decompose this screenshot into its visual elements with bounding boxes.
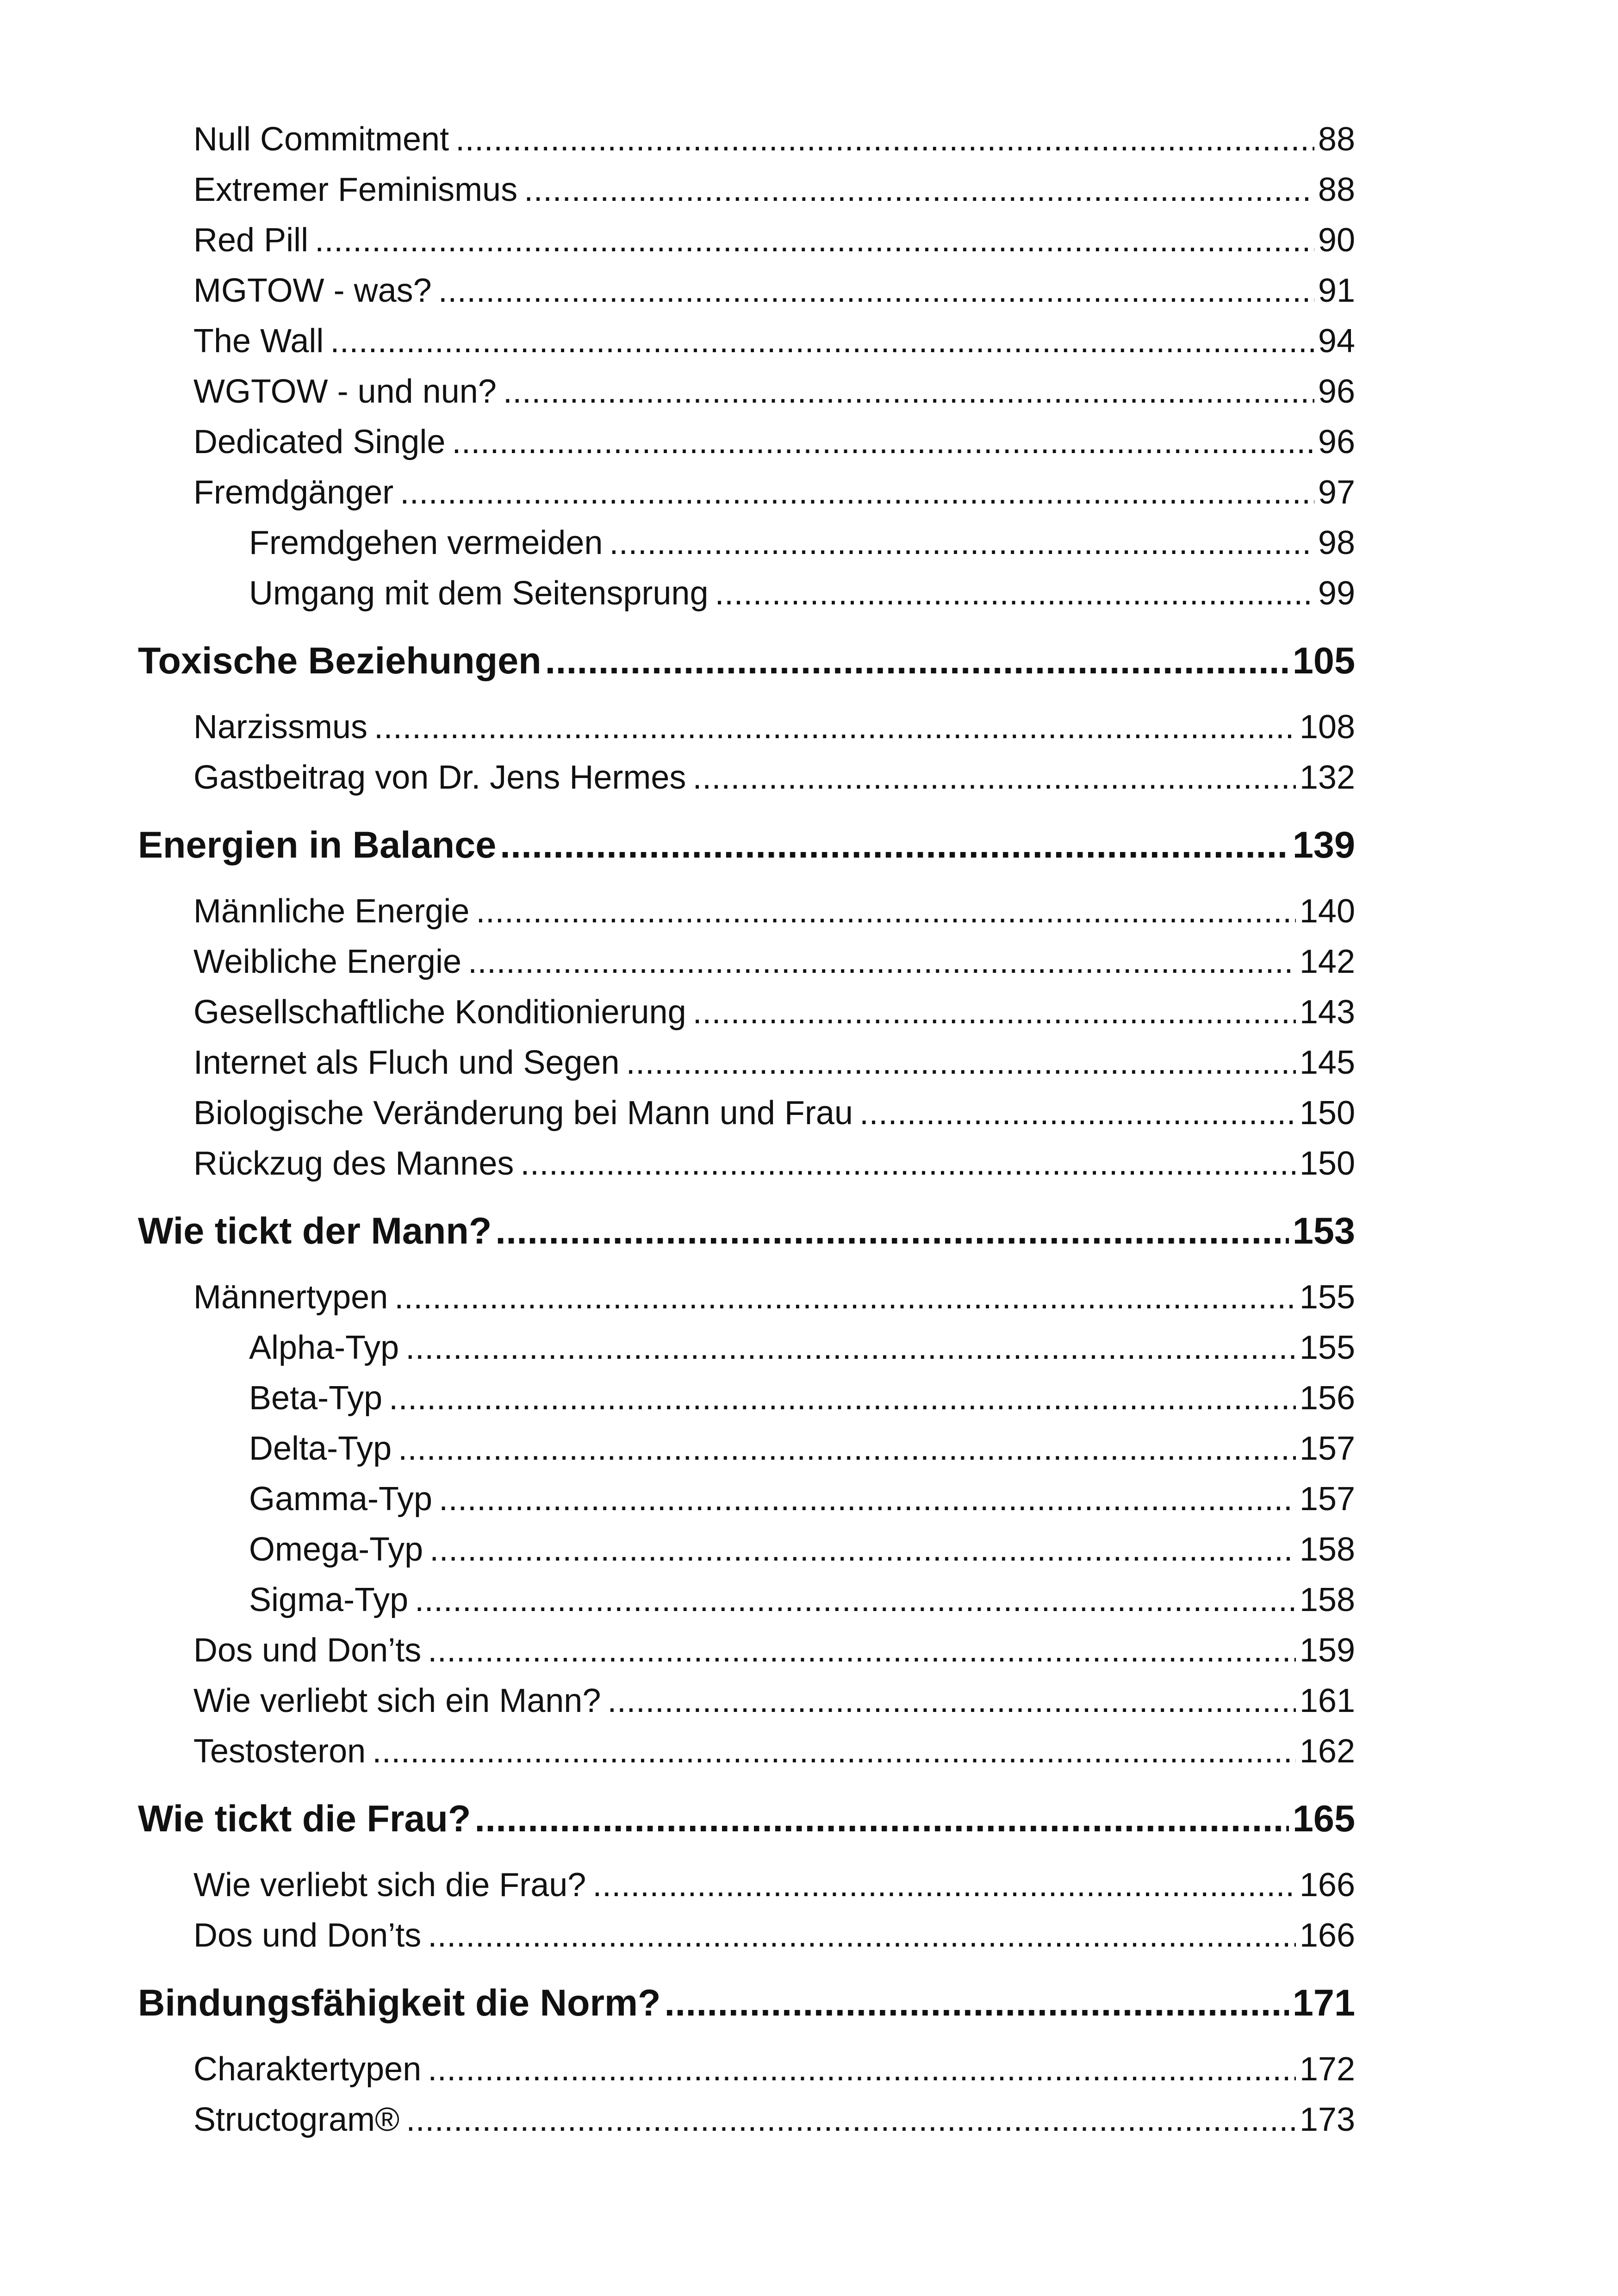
toc-entry-page: 88: [1318, 121, 1355, 158]
dot-leader: [607, 1682, 1295, 1720]
dot-leader: [626, 1044, 1296, 1082]
toc-entry-page: 155: [1299, 1279, 1355, 1316]
toc-entry-title: Gastbeitrag von Dr. Jens Hermes: [193, 759, 686, 796]
toc-subentry[interactable]: [138, 1379, 1355, 1430]
toc-entry[interactable]: [138, 943, 1355, 993]
toc-entry-title: Beta-Typ: [249, 1380, 383, 1417]
toc-entry[interactable]: [138, 2101, 1355, 2151]
toc-chapter-title: Bindungsfähigkeit die Norm?: [138, 1982, 661, 2024]
toc-chapter[interactable]: [138, 625, 1355, 708]
dot-leader: [315, 221, 1314, 259]
dot-leader: [692, 759, 1295, 796]
toc-entry-title: Dos und Don’ts: [193, 1917, 422, 1954]
toc-entry-page: 158: [1299, 1581, 1355, 1618]
toc-entry-page: 155: [1299, 1329, 1355, 1366]
toc-entry-title: Biologische Veränderung bei Mann und Frau: [193, 1095, 853, 1132]
dot-leader: [372, 1732, 1296, 1770]
toc-entry[interactable]: [138, 1732, 1355, 1783]
toc-entry-page: 99: [1318, 575, 1355, 612]
toc-chapter[interactable]: [138, 1195, 1355, 1278]
toc-subentry[interactable]: [138, 1480, 1355, 1531]
toc-entry-title: Extremer Feminismus: [193, 171, 518, 208]
toc-entry[interactable]: [138, 1278, 1355, 1329]
toc-chapter-page: 105: [1292, 640, 1355, 682]
toc-entry-title: Delta-Typ: [249, 1430, 392, 1467]
toc-entry-title: The Wall: [193, 323, 324, 360]
toc-entry-page: 156: [1299, 1380, 1355, 1417]
toc-chapter-page: 171: [1292, 1982, 1355, 2024]
dot-leader: [330, 322, 1314, 360]
toc-entry-title: Charaktertypen: [193, 2051, 422, 2088]
toc-entry[interactable]: [138, 473, 1355, 524]
toc-entry-title: Testosteron: [193, 1733, 366, 1770]
toc-entry-page: 142: [1299, 943, 1355, 980]
dot-leader: [503, 373, 1314, 411]
toc-entry[interactable]: [138, 1145, 1355, 1195]
toc-entry-title: MGTOW - was?: [193, 272, 432, 309]
toc-chapter[interactable]: [138, 1967, 1355, 2050]
dot-leader: [665, 1982, 1289, 2025]
dot-leader: [389, 1379, 1296, 1417]
dot-leader: [400, 473, 1314, 511]
toc-entry-page: 157: [1299, 1430, 1355, 1467]
table-of-contents: [138, 120, 1355, 2151]
toc-entry-title: Omega-Typ: [249, 1531, 423, 1568]
toc-entry-title: Rückzug des Mannes: [193, 1145, 514, 1182]
toc-entry[interactable]: [138, 1866, 1355, 1916]
toc-subentry[interactable]: [138, 1430, 1355, 1480]
toc-entry-page: 162: [1299, 1733, 1355, 1770]
toc-entry-page: 158: [1299, 1531, 1355, 1568]
dot-leader: [524, 171, 1314, 209]
toc-chapter-title: Wie tickt die Frau?: [138, 1798, 471, 1840]
dot-leader: [500, 824, 1289, 867]
toc-chapter-page: 165: [1292, 1798, 1355, 1840]
toc-entry-title: Weibliche Energie: [193, 943, 461, 980]
dot-leader: [428, 2050, 1296, 2088]
dot-leader: [374, 708, 1296, 746]
dot-leader: [428, 1916, 1296, 1954]
toc-chapter[interactable]: [138, 1783, 1355, 1866]
toc-entry-page: 132: [1299, 759, 1355, 796]
toc-chapter-title: Wie tickt der Mann?: [138, 1210, 492, 1252]
toc-entry-page: 166: [1299, 1867, 1355, 1904]
toc-entry[interactable]: [138, 892, 1355, 943]
dot-leader: [468, 943, 1296, 981]
dot-leader: [394, 1278, 1296, 1316]
toc-entry-page: 150: [1299, 1145, 1355, 1182]
toc-entry-title: Wie verliebt sich die Frau?: [193, 1867, 586, 1904]
toc-entry-title: Null Commitment: [193, 121, 449, 158]
toc-entry-page: 90: [1318, 222, 1355, 259]
toc-entry[interactable]: [138, 1044, 1355, 1094]
toc-entry[interactable]: [138, 221, 1355, 272]
toc-entry-page: 143: [1299, 994, 1355, 1031]
toc-entry-page: 96: [1318, 423, 1355, 460]
toc-entry-page: 94: [1318, 323, 1355, 360]
toc-entry-page: 173: [1299, 2101, 1355, 2138]
toc-entry-page: 108: [1299, 709, 1355, 746]
toc-entry[interactable]: [138, 759, 1355, 809]
toc-entry-page: 88: [1318, 171, 1355, 208]
toc-entry-page: 166: [1299, 1917, 1355, 1954]
toc-entry-title: Dos und Don’ts: [193, 1632, 422, 1669]
toc-entry-page: 157: [1299, 1481, 1355, 1518]
toc-entry-page: 150: [1299, 1095, 1355, 1132]
toc-entry-title: Red Pill: [193, 222, 309, 259]
dot-leader: [715, 574, 1314, 612]
toc-entry[interactable]: [138, 1631, 1355, 1682]
toc-entry-title: Männliche Energie: [193, 893, 470, 930]
toc-subentry[interactable]: [138, 1581, 1355, 1631]
dot-leader: [545, 640, 1289, 683]
toc-entry[interactable]: [138, 272, 1355, 322]
toc-entry-title: Sigma-Typ: [249, 1581, 409, 1618]
toc-entry-title: Internet als Fluch und Segen: [193, 1044, 620, 1081]
dot-leader: [520, 1145, 1295, 1182]
toc-entry[interactable]: [138, 120, 1355, 171]
toc-chapter[interactable]: [138, 809, 1355, 892]
dot-leader: [406, 2101, 1296, 2139]
toc-entry-page: 97: [1318, 474, 1355, 511]
toc-entry-page: 140: [1299, 893, 1355, 930]
toc-entry-page: 98: [1318, 524, 1355, 561]
toc-entry-title: Dedicated Single: [193, 423, 446, 460]
dot-leader: [859, 1094, 1296, 1132]
toc-entry-title: Umgang mit dem Seitensprung: [249, 575, 709, 612]
dot-leader: [452, 423, 1314, 461]
toc-entry[interactable]: [138, 1094, 1355, 1145]
dot-leader: [398, 1430, 1296, 1468]
dot-leader: [428, 1631, 1296, 1669]
dot-leader: [405, 1329, 1296, 1367]
toc-entry-title: Fremdgänger: [193, 474, 394, 511]
toc-entry[interactable]: [138, 322, 1355, 373]
toc-entry-title: Gesellschaftliche Konditionierung: [193, 994, 686, 1031]
toc-entry-title: Männertypen: [193, 1279, 388, 1316]
toc-entry[interactable]: [138, 2050, 1355, 2101]
toc-entry-page: 91: [1318, 272, 1355, 309]
toc-entry[interactable]: [138, 373, 1355, 423]
toc-subentry[interactable]: [138, 574, 1355, 625]
toc-entry-title: Fremdgehen vermeiden: [249, 524, 603, 561]
dot-leader: [455, 120, 1314, 158]
dot-leader: [495, 1210, 1288, 1253]
toc-entry[interactable]: [138, 423, 1355, 473]
dot-leader: [476, 892, 1296, 930]
toc-chapter-title: Toxische Beziehungen: [138, 640, 541, 682]
toc-subentry[interactable]: [138, 1329, 1355, 1379]
toc-subentry[interactable]: [138, 1531, 1355, 1581]
toc-chapter-page: 153: [1292, 1210, 1355, 1252]
toc-entry-title: WGTOW - und nun?: [193, 373, 497, 410]
dot-leader: [415, 1581, 1296, 1619]
dot-leader: [592, 1866, 1296, 1904]
toc-entry[interactable]: [138, 708, 1355, 759]
toc-entry-title: Wie verliebt sich ein Mann?: [193, 1682, 601, 1719]
dot-leader: [474, 1798, 1288, 1841]
toc-entry[interactable]: [138, 1682, 1355, 1732]
dot-leader: [439, 1480, 1296, 1518]
toc-entry-title: Gamma-Typ: [249, 1481, 433, 1518]
dot-leader: [429, 1531, 1296, 1568]
toc-entry-page: 145: [1299, 1044, 1355, 1081]
toc-entry[interactable]: [138, 1916, 1355, 1967]
dot-leader: [693, 993, 1296, 1031]
toc-chapter-title: Energien in Balance: [138, 824, 497, 866]
toc-entry[interactable]: [138, 993, 1355, 1044]
toc-subentry[interactable]: [138, 524, 1355, 574]
toc-entry-page: 172: [1299, 2051, 1355, 2088]
toc-entry[interactable]: [138, 171, 1355, 221]
toc-chapter-page: 139: [1292, 824, 1355, 866]
dot-leader: [438, 272, 1314, 310]
dot-leader: [609, 524, 1314, 562]
toc-entry-title: Structogram®: [193, 2101, 400, 2138]
toc-entry-title: Alpha-Typ: [249, 1329, 399, 1366]
toc-entry-page: 159: [1299, 1632, 1355, 1669]
toc-entry-page: 96: [1318, 373, 1355, 410]
toc-entry-page: 161: [1299, 1682, 1355, 1719]
toc-entry-title: Narzissmus: [193, 709, 368, 746]
